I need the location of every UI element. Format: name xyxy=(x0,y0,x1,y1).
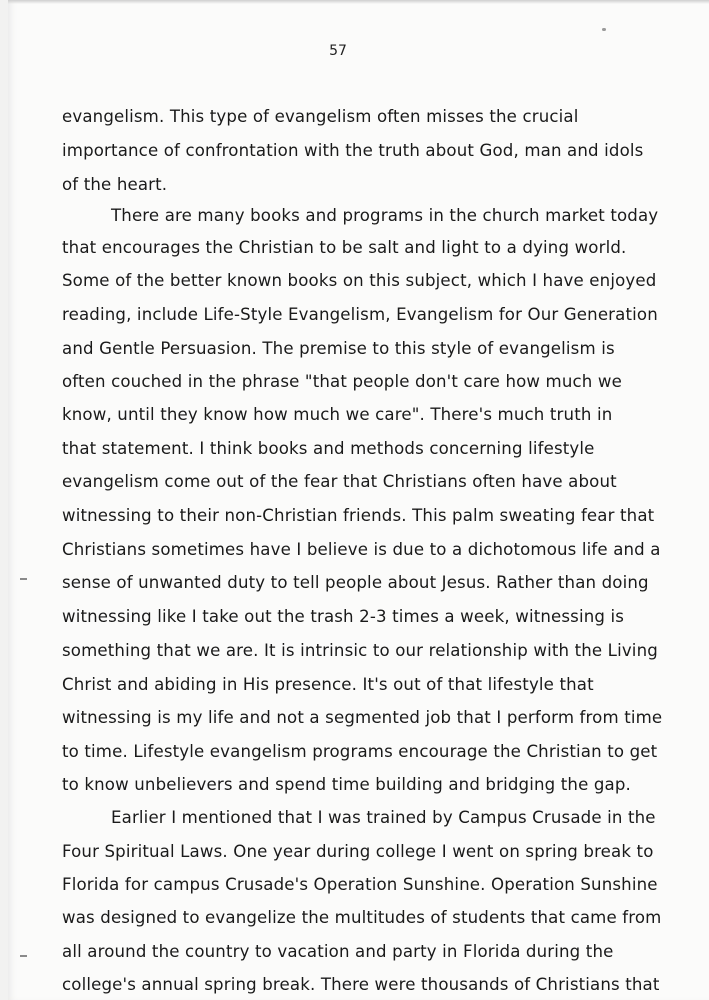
document-page xyxy=(8,0,709,1000)
text-line: that statement. I think books and methods concerning lifestyle xyxy=(62,439,595,458)
text-line: evangelism. This type of evangelism often misses the crucial xyxy=(62,107,579,126)
text-line: something that we are. It is intrinsic to our relationship with the Living xyxy=(62,641,658,660)
text-line: Christ and abiding in His presence. It's out of that lifestyle that xyxy=(62,675,594,694)
text-line: all around the country to vacation and party in Florida during the xyxy=(62,942,614,961)
text-line: was designed to evangelize the multitudes of students that came from xyxy=(62,908,662,927)
paragraph-first-line: Earlier I mentioned that I was trained by Campus Crusade in the xyxy=(111,808,656,827)
text-line: know, until they know how much we care". There's much truth in xyxy=(62,405,613,424)
text-line: witnessing is my life and not a segmented job that I perform from time xyxy=(62,708,663,727)
text-line: sense of unwanted duty to tell people about Jesus. Rather than doing xyxy=(62,573,649,592)
page-number: 57 xyxy=(329,43,347,59)
text-line: reading, include Life-Style Evangelism, Evangelism for Our Generation xyxy=(62,305,658,324)
text-line: Christians sometimes have I believe is due to a dichotomous life and a xyxy=(62,540,661,559)
text-line: witnessing like I take out the trash 2-3 times a week, witnessing is xyxy=(62,607,625,626)
top-edge-shadow xyxy=(8,0,709,4)
margin-mark xyxy=(20,955,27,957)
text-line: importance of confrontation with the truth about God, man and idols xyxy=(62,141,644,160)
text-line: college's annual spring break. There were thousands of Christians that xyxy=(62,975,660,994)
text-line: and Gentle Persuasion. The premise to this style of evangelism is xyxy=(62,339,615,358)
text-line: Florida for campus Crusade's Operation Sunshine. Operation Sunshine xyxy=(62,875,658,894)
scan-speck xyxy=(602,28,606,31)
text-line: to know unbelievers and spend time building and bridging the gap. xyxy=(62,775,631,794)
text-line: often couched in the phrase "that people don't care how much we xyxy=(62,372,622,391)
text-line: to time. Lifestyle evangelism programs encourage the Christian to get xyxy=(62,742,658,761)
text-line: that encourages the Christian to be salt and light to a dying world. xyxy=(62,238,627,257)
paragraph-first-line: There are many books and programs in the church market today xyxy=(111,206,659,225)
text-line: Some of the better known books on this subject, which I have enjoyed xyxy=(62,271,657,290)
margin-mark xyxy=(20,578,27,580)
text-line: evangelism come out of the fear that Christians often have about xyxy=(62,472,617,491)
text-line: Four Spiritual Laws. One year during college I went on spring break to xyxy=(62,842,654,861)
text-line: of the heart. xyxy=(62,175,168,194)
text-line: witnessing to their non-Christian friends. This palm sweating fear that xyxy=(62,506,655,525)
